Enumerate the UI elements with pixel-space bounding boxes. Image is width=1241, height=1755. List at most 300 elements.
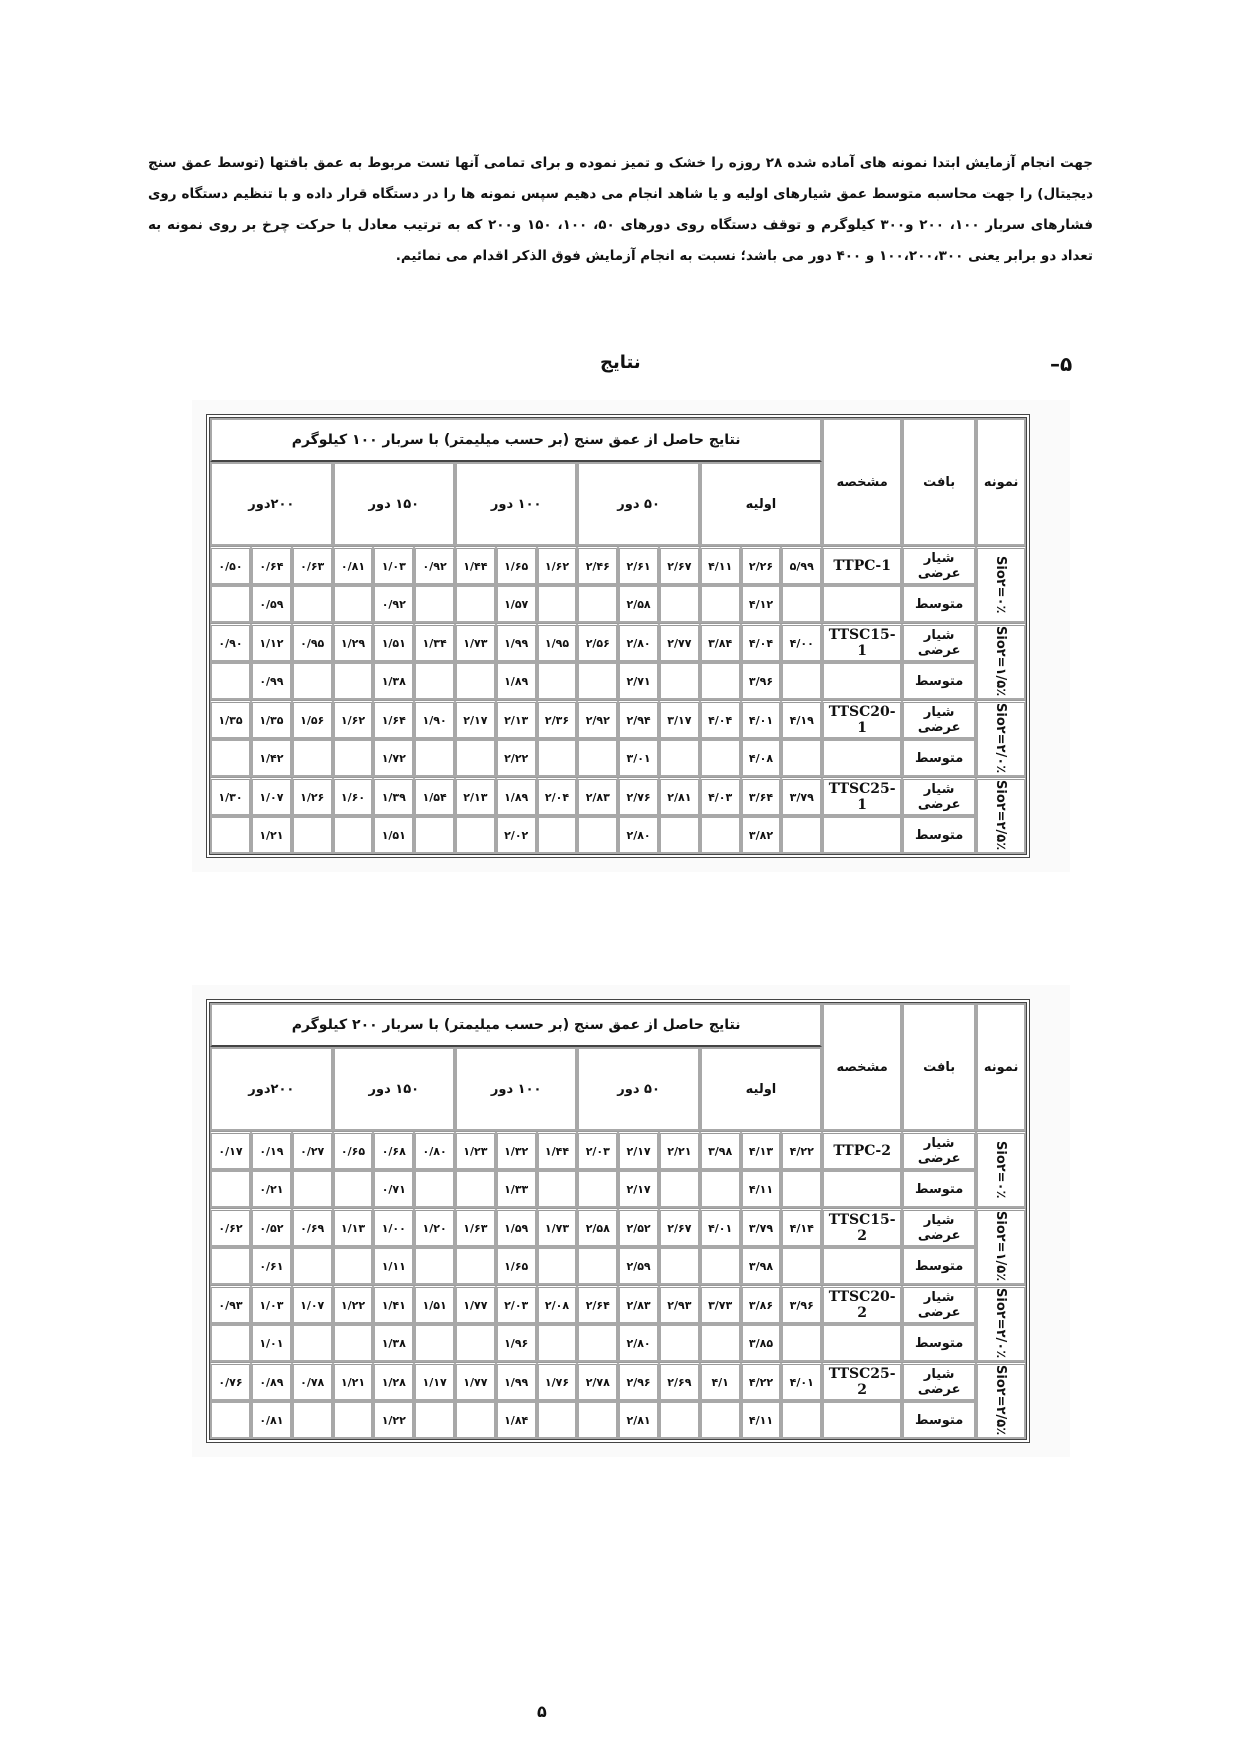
empty-cell (210, 585, 251, 623)
empty-cell (659, 816, 700, 854)
empty-cell (455, 662, 496, 700)
empty-cell (659, 1170, 700, 1208)
average-row (210, 816, 1026, 854)
table-row (210, 700, 1026, 739)
empty-cell (333, 585, 374, 623)
average-row (210, 1324, 1026, 1362)
empty-spec-cell (822, 1247, 902, 1285)
average-cell: ۱/۸۹ (496, 662, 537, 700)
value-cell: ۰/۲۷ (292, 1131, 333, 1170)
value-cell: ۰/۵۰ (210, 546, 251, 585)
value-cell: ۲/۶۱ (618, 546, 659, 585)
average-cell: ۳/۸۲ (741, 816, 782, 854)
value-cell: ۱/۷۳ (455, 623, 496, 662)
sio-label: Sio۲=۲/۵٪ (976, 777, 1026, 854)
value-cell: ۴/۱۹ (781, 700, 822, 739)
row-label-average: متوسط (902, 1247, 976, 1285)
empty-cell (292, 739, 333, 777)
empty-cell (781, 1247, 822, 1285)
value-cell: ۲/۰۳ (496, 1285, 537, 1324)
average-cell: ۲/۰۲ (496, 816, 537, 854)
row-label-average: متوسط (902, 1401, 976, 1439)
value-cell: ۴/۱ (700, 1362, 741, 1401)
value-cell: ۴/۰۱ (700, 1208, 741, 1247)
value-cell: ۵/۹۹ (781, 546, 822, 585)
value-cell: ۰/۱۹ (251, 1131, 292, 1170)
row-label-groove: شیار عرضی (902, 777, 976, 816)
value-cell: ۲/۸۰ (618, 623, 659, 662)
empty-cell (333, 1324, 374, 1362)
average-cell: ۰/۹۲ (373, 585, 414, 623)
value-cell: ۱/۳۰ (210, 777, 251, 816)
empty-cell (414, 1247, 455, 1285)
empty-cell (414, 816, 455, 854)
value-cell: ۲/۱۷ (618, 1131, 659, 1170)
value-cell: ۱/۱۷ (414, 1362, 455, 1401)
value-cell: ۱/۲۳ (455, 1131, 496, 1170)
value-cell: ۳/۶۴ (741, 777, 782, 816)
table-row (210, 1131, 1026, 1170)
value-cell: ۳/۸۶ (741, 1285, 782, 1324)
empty-cell (210, 816, 251, 854)
header-row (210, 1003, 1026, 1047)
empty-cell (333, 662, 374, 700)
value-cell: ۱/۸۹ (496, 777, 537, 816)
average-cell: ۰/۲۱ (251, 1170, 292, 1208)
table-row (210, 546, 1026, 585)
value-cell: ۳/۸۴ (700, 623, 741, 662)
empty-spec-cell (822, 1170, 902, 1208)
empty-cell (700, 1324, 741, 1362)
empty-cell (455, 1401, 496, 1439)
value-cell: ۱/۵۴ (414, 777, 455, 816)
value-cell: ۰/۹۲ (414, 546, 455, 585)
empty-cell (659, 662, 700, 700)
value-cell: ۴/۰۱ (741, 700, 782, 739)
empty-cell (414, 585, 455, 623)
value-cell: ۱/۳۴ (414, 623, 455, 662)
empty-cell (700, 662, 741, 700)
empty-cell (659, 1324, 700, 1362)
group-header: اولیه (700, 1047, 822, 1131)
header-sample: نمونه (976, 418, 1026, 546)
average-cell: ۱/۳۳ (496, 1170, 537, 1208)
value-cell: ۱/۰۷ (292, 1285, 333, 1324)
row-label-average: متوسط (902, 1170, 976, 1208)
value-cell: ۰/۸۱ (333, 546, 374, 585)
value-cell: ۳/۹۶ (781, 1285, 822, 1324)
value-cell: ۲/۸۳ (577, 777, 618, 816)
value-cell: ۳/۷۳ (700, 1285, 741, 1324)
empty-cell (577, 662, 618, 700)
value-cell: ۱/۷۳ (537, 1208, 578, 1247)
empty-cell (292, 1324, 333, 1362)
empty-cell (537, 1401, 578, 1439)
sio-label: Sio۲=۲/۰٪ (976, 1285, 1026, 1362)
table-row (210, 623, 1026, 662)
value-cell: ۰/۹۳ (210, 1285, 251, 1324)
value-cell: ۲/۰۴ (537, 777, 578, 816)
value-cell: ۲/۱۳ (455, 777, 496, 816)
value-cell: ۳/۱۷ (659, 700, 700, 739)
empty-cell (292, 1247, 333, 1285)
value-cell: ۱/۶۴ (373, 700, 414, 739)
empty-cell (781, 1324, 822, 1362)
value-cell: ۱/۳۵ (251, 700, 292, 739)
value-cell: ۱/۲۸ (373, 1362, 414, 1401)
average-cell: ۴/۱۲ (741, 585, 782, 623)
average-row (210, 1401, 1026, 1439)
specimen-code: TTPC-1 (822, 546, 902, 585)
value-cell: ۱/۲۰ (414, 1208, 455, 1247)
row-label-average: متوسط (902, 662, 976, 700)
empty-cell (659, 739, 700, 777)
sio-label: Sio۲=۲/۰٪ (976, 700, 1026, 777)
average-cell: ۱/۲۱ (251, 816, 292, 854)
empty-cell (537, 816, 578, 854)
value-cell: ۲/۴۶ (577, 546, 618, 585)
value-cell: ۲/۱۳ (496, 700, 537, 739)
section-title: نتایج (600, 352, 641, 373)
table-title: نتایج حاصل از عمق سنج (بر حسب میلیمتر) با سربار ۲۰۰ کیلوگرم (210, 1003, 822, 1047)
average-cell: ۳/۸۵ (741, 1324, 782, 1362)
value-cell: ۱/۴۴ (537, 1131, 578, 1170)
average-cell: ۰/۶۱ (251, 1247, 292, 1285)
group-header: ۵۰ دور (577, 1047, 699, 1131)
value-cell: ۱/۰۳ (251, 1285, 292, 1324)
value-cell: ۲/۵۶ (577, 623, 618, 662)
value-cell: ۲/۲۶ (741, 546, 782, 585)
value-cell: ۱/۶۳ (455, 1208, 496, 1247)
row-label-average: متوسط (902, 585, 976, 623)
row-label-groove: شیار عرضی (902, 623, 976, 662)
header-spec: مشخصه (822, 418, 902, 546)
sio-label: Sio۲=۱/۵٪ (976, 623, 1026, 700)
average-row (210, 1247, 1026, 1285)
empty-cell (781, 1170, 822, 1208)
value-cell: ۰/۷۸ (292, 1362, 333, 1401)
empty-cell (659, 585, 700, 623)
value-cell: ۲/۲۱ (659, 1131, 700, 1170)
value-cell: ۰/۶۸ (373, 1131, 414, 1170)
value-cell: ۰/۶۹ (292, 1208, 333, 1247)
value-cell: ۲/۹۲ (577, 700, 618, 739)
average-cell: ۲/۵۹ (618, 1247, 659, 1285)
average-cell: ۲/۱۷ (618, 1170, 659, 1208)
value-cell: ۴/۰۱ (781, 1362, 822, 1401)
value-cell: ۱/۷۷ (455, 1285, 496, 1324)
empty-cell (781, 739, 822, 777)
group-header: ۱۵۰ دور (333, 462, 455, 546)
empty-spec-cell (822, 662, 902, 700)
empty-cell (292, 1170, 333, 1208)
value-cell: ۲/۳۶ (537, 700, 578, 739)
empty-cell (577, 739, 618, 777)
value-cell: ۰/۱۷ (210, 1131, 251, 1170)
table-row (210, 777, 1026, 816)
average-row (210, 1170, 1026, 1208)
empty-cell (455, 585, 496, 623)
average-row (210, 585, 1026, 623)
value-cell: ۱/۶۰ (333, 777, 374, 816)
value-cell: ۲/۵۲ (618, 1208, 659, 1247)
header-row (210, 418, 1026, 462)
header-sample: نمونه (976, 1003, 1026, 1131)
average-cell: ۱/۵۷ (496, 585, 537, 623)
average-cell: ۲/۲۲ (496, 739, 537, 777)
value-cell: ۱/۵۹ (496, 1208, 537, 1247)
value-cell: ۰/۷۶ (210, 1362, 251, 1401)
empty-cell (577, 585, 618, 623)
value-cell: ۲/۸۳ (618, 1285, 659, 1324)
value-cell: ۱/۰۳ (373, 546, 414, 585)
average-cell: ۰/۹۹ (251, 662, 292, 700)
value-cell: ۴/۰۴ (700, 700, 741, 739)
row-label-groove: شیار عرضی (902, 1362, 976, 1401)
page-number: ۵ (537, 1702, 547, 1721)
header-texture: بافت (902, 418, 976, 546)
value-cell: ۳/۷۹ (741, 1208, 782, 1247)
empty-cell (700, 1401, 741, 1439)
row-label-average: متوسط (902, 816, 976, 854)
row-label-groove: شیار عرضی (902, 700, 976, 739)
empty-cell (659, 1247, 700, 1285)
empty-cell (292, 585, 333, 623)
empty-cell (781, 816, 822, 854)
group-header: ۱۰۰ دور (455, 1047, 577, 1131)
empty-cell (455, 1170, 496, 1208)
average-cell: ۰/۵۹ (251, 585, 292, 623)
value-cell: ۱/۲۲ (333, 1285, 374, 1324)
average-cell: ۴/۱۱ (741, 1170, 782, 1208)
specimen-code: TTSC15-1 (822, 623, 902, 662)
empty-cell (537, 662, 578, 700)
specimen-code: TTSC25-2 (822, 1362, 902, 1401)
value-cell: ۱/۴۱ (373, 1285, 414, 1324)
value-cell: ۲/۱۷ (455, 700, 496, 739)
value-cell: ۱/۳۲ (496, 1131, 537, 1170)
average-cell: ۴/۱۱ (741, 1401, 782, 1439)
empty-cell (414, 1401, 455, 1439)
value-cell: ۱/۱۲ (251, 623, 292, 662)
group-header: ۱۵۰ دور (333, 1047, 455, 1131)
value-cell: ۳/۷۹ (781, 777, 822, 816)
row-label-groove: شیار عرضی (902, 1131, 976, 1170)
empty-spec-cell (822, 1324, 902, 1362)
empty-cell (292, 662, 333, 700)
empty-cell (455, 1324, 496, 1362)
empty-cell (414, 739, 455, 777)
empty-cell (537, 585, 578, 623)
value-cell: ۴/۱۳ (741, 1131, 782, 1170)
empty-cell (414, 662, 455, 700)
average-cell: ۳/۹۸ (741, 1247, 782, 1285)
value-cell: ۴/۱۴ (781, 1208, 822, 1247)
average-cell: ۱/۳۸ (373, 1324, 414, 1362)
sio-label: Sio۲=۰٪ (976, 1131, 1026, 1208)
average-cell: ۱/۳۸ (373, 662, 414, 700)
table-row (210, 1208, 1026, 1247)
value-cell: ۴/۰۴ (741, 623, 782, 662)
average-cell: ۱/۲۲ (373, 1401, 414, 1439)
empty-cell (210, 1247, 251, 1285)
empty-cell (700, 816, 741, 854)
average-cell: ۴/۰۸ (741, 739, 782, 777)
value-cell: ۱/۴۴ (455, 546, 496, 585)
specimen-code: TTSC20-1 (822, 700, 902, 739)
empty-cell (537, 1170, 578, 1208)
average-cell: ۱/۶۵ (496, 1247, 537, 1285)
specimen-code: TTPC-2 (822, 1131, 902, 1170)
value-cell: ۴/۰۰ (781, 623, 822, 662)
value-cell: ۱/۹۵ (537, 623, 578, 662)
value-cell: ۱/۵۱ (373, 623, 414, 662)
value-cell: ۲/۷۶ (618, 777, 659, 816)
empty-cell (781, 1401, 822, 1439)
value-cell: ۱/۲۶ (292, 777, 333, 816)
value-cell: ۱/۶۲ (333, 700, 374, 739)
empty-cell (537, 1324, 578, 1362)
average-cell: ۲/۷۱ (618, 662, 659, 700)
value-cell: ۰/۹۰ (210, 623, 251, 662)
value-cell: ۱/۰۰ (373, 1208, 414, 1247)
sio-label: Sio۲=۰٪ (976, 546, 1026, 623)
value-cell: ۱/۹۹ (496, 623, 537, 662)
value-cell: ۰/۸۰ (414, 1131, 455, 1170)
row-label-groove: شیار عرضی (902, 1208, 976, 1247)
value-cell: ۰/۹۵ (292, 623, 333, 662)
empty-cell (577, 1247, 618, 1285)
empty-cell (210, 1170, 251, 1208)
average-cell: ۱/۱۱ (373, 1247, 414, 1285)
empty-cell (577, 1401, 618, 1439)
table-row (210, 1285, 1026, 1324)
table-row (210, 1362, 1026, 1401)
value-cell: ۰/۶۴ (251, 546, 292, 585)
average-cell: ۱/۸۴ (496, 1401, 537, 1439)
average-cell: ۱/۵۱ (373, 816, 414, 854)
value-cell: ۱/۹۰ (414, 700, 455, 739)
average-cell: ۰/۷۱ (373, 1170, 414, 1208)
value-cell: ۲/۷۸ (577, 1362, 618, 1401)
row-label-groove: شیار عرضی (902, 1285, 976, 1324)
value-cell: ۲/۷۷ (659, 623, 700, 662)
empty-cell (333, 816, 374, 854)
empty-cell (455, 816, 496, 854)
empty-cell (333, 1401, 374, 1439)
value-cell: ۰/۶۵ (333, 1131, 374, 1170)
value-cell: ۰/۶۳ (292, 546, 333, 585)
empty-cell (700, 585, 741, 623)
value-cell: ۱/۷۷ (455, 1362, 496, 1401)
value-cell: ۱/۶۲ (537, 546, 578, 585)
value-cell: ۰/۵۲ (251, 1208, 292, 1247)
value-cell: ۲/۶۴ (577, 1285, 618, 1324)
empty-cell (333, 739, 374, 777)
row-label-average: متوسط (902, 1324, 976, 1362)
value-cell: ۱/۱۳ (333, 1208, 374, 1247)
empty-cell (577, 1324, 618, 1362)
average-cell: ۱/۷۲ (373, 739, 414, 777)
value-cell: ۱/۰۷ (251, 777, 292, 816)
average-cell: ۲/۸۰ (618, 1324, 659, 1362)
empty-spec-cell (822, 585, 902, 623)
empty-cell (210, 1401, 251, 1439)
average-row (210, 739, 1026, 777)
row-label-average: متوسط (902, 739, 976, 777)
empty-cell (210, 662, 251, 700)
average-row (210, 662, 1026, 700)
average-cell: ۱/۴۲ (251, 739, 292, 777)
sio-label: Sio۲=۱/۵٪ (976, 1208, 1026, 1285)
value-cell: ۱/۲۹ (333, 623, 374, 662)
value-cell: ۰/۶۲ (210, 1208, 251, 1247)
table-200kg-wrapper (192, 985, 1070, 1457)
empty-cell (537, 739, 578, 777)
value-cell: ۲/۹۳ (659, 1285, 700, 1324)
results-table-100kg (206, 414, 1030, 858)
empty-spec-cell (822, 816, 902, 854)
value-cell: ۲/۰۳ (577, 1131, 618, 1170)
table-100kg-wrapper (192, 400, 1070, 872)
specimen-code: TTSC15-2 (822, 1208, 902, 1247)
group-header: ۲۰۰دور (210, 1047, 333, 1131)
average-cell: ۱/۹۶ (496, 1324, 537, 1362)
row-label-groove: شیار عرضی (902, 546, 976, 585)
group-header: اولیه (700, 462, 822, 546)
section-number: ۵– (1050, 352, 1073, 376)
empty-cell (414, 1324, 455, 1362)
empty-cell (292, 1401, 333, 1439)
value-cell: ۲/۶۷ (659, 1208, 700, 1247)
empty-cell (700, 1247, 741, 1285)
value-cell: ۲/۹۶ (618, 1362, 659, 1401)
value-cell: ۱/۵۱ (414, 1285, 455, 1324)
empty-cell (659, 1401, 700, 1439)
empty-cell (781, 662, 822, 700)
value-cell: ۱/۵۶ (292, 700, 333, 739)
value-cell: ۱/۲۱ (333, 1362, 374, 1401)
value-cell: ۴/۲۲ (741, 1362, 782, 1401)
specimen-code: TTSC20-2 (822, 1285, 902, 1324)
empty-cell (292, 816, 333, 854)
empty-cell (781, 585, 822, 623)
average-cell: ۲/۸۰ (618, 816, 659, 854)
empty-cell (455, 739, 496, 777)
average-cell: ۳/۹۶ (741, 662, 782, 700)
value-cell: ۴/۰۳ (700, 777, 741, 816)
value-cell: ۲/۶۹ (659, 1362, 700, 1401)
empty-cell (414, 1170, 455, 1208)
average-cell: ۲/۸۱ (618, 1401, 659, 1439)
group-header: ۵۰ دور (577, 462, 699, 546)
group-header: ۲۰۰دور (210, 462, 333, 546)
empty-spec-cell (822, 739, 902, 777)
empty-spec-cell (822, 1401, 902, 1439)
empty-cell (333, 1247, 374, 1285)
empty-cell (210, 1324, 251, 1362)
empty-cell (700, 739, 741, 777)
sio-label: Sio۲=۲/۵٪ (976, 1362, 1026, 1439)
empty-cell (210, 739, 251, 777)
value-cell: ۴/۱۱ (700, 546, 741, 585)
average-cell: ۲/۵۸ (618, 585, 659, 623)
empty-cell (577, 816, 618, 854)
empty-cell (700, 1170, 741, 1208)
value-cell: ۲/۹۴ (618, 700, 659, 739)
average-cell: ۰/۸۱ (251, 1401, 292, 1439)
value-cell: ۲/۶۷ (659, 546, 700, 585)
